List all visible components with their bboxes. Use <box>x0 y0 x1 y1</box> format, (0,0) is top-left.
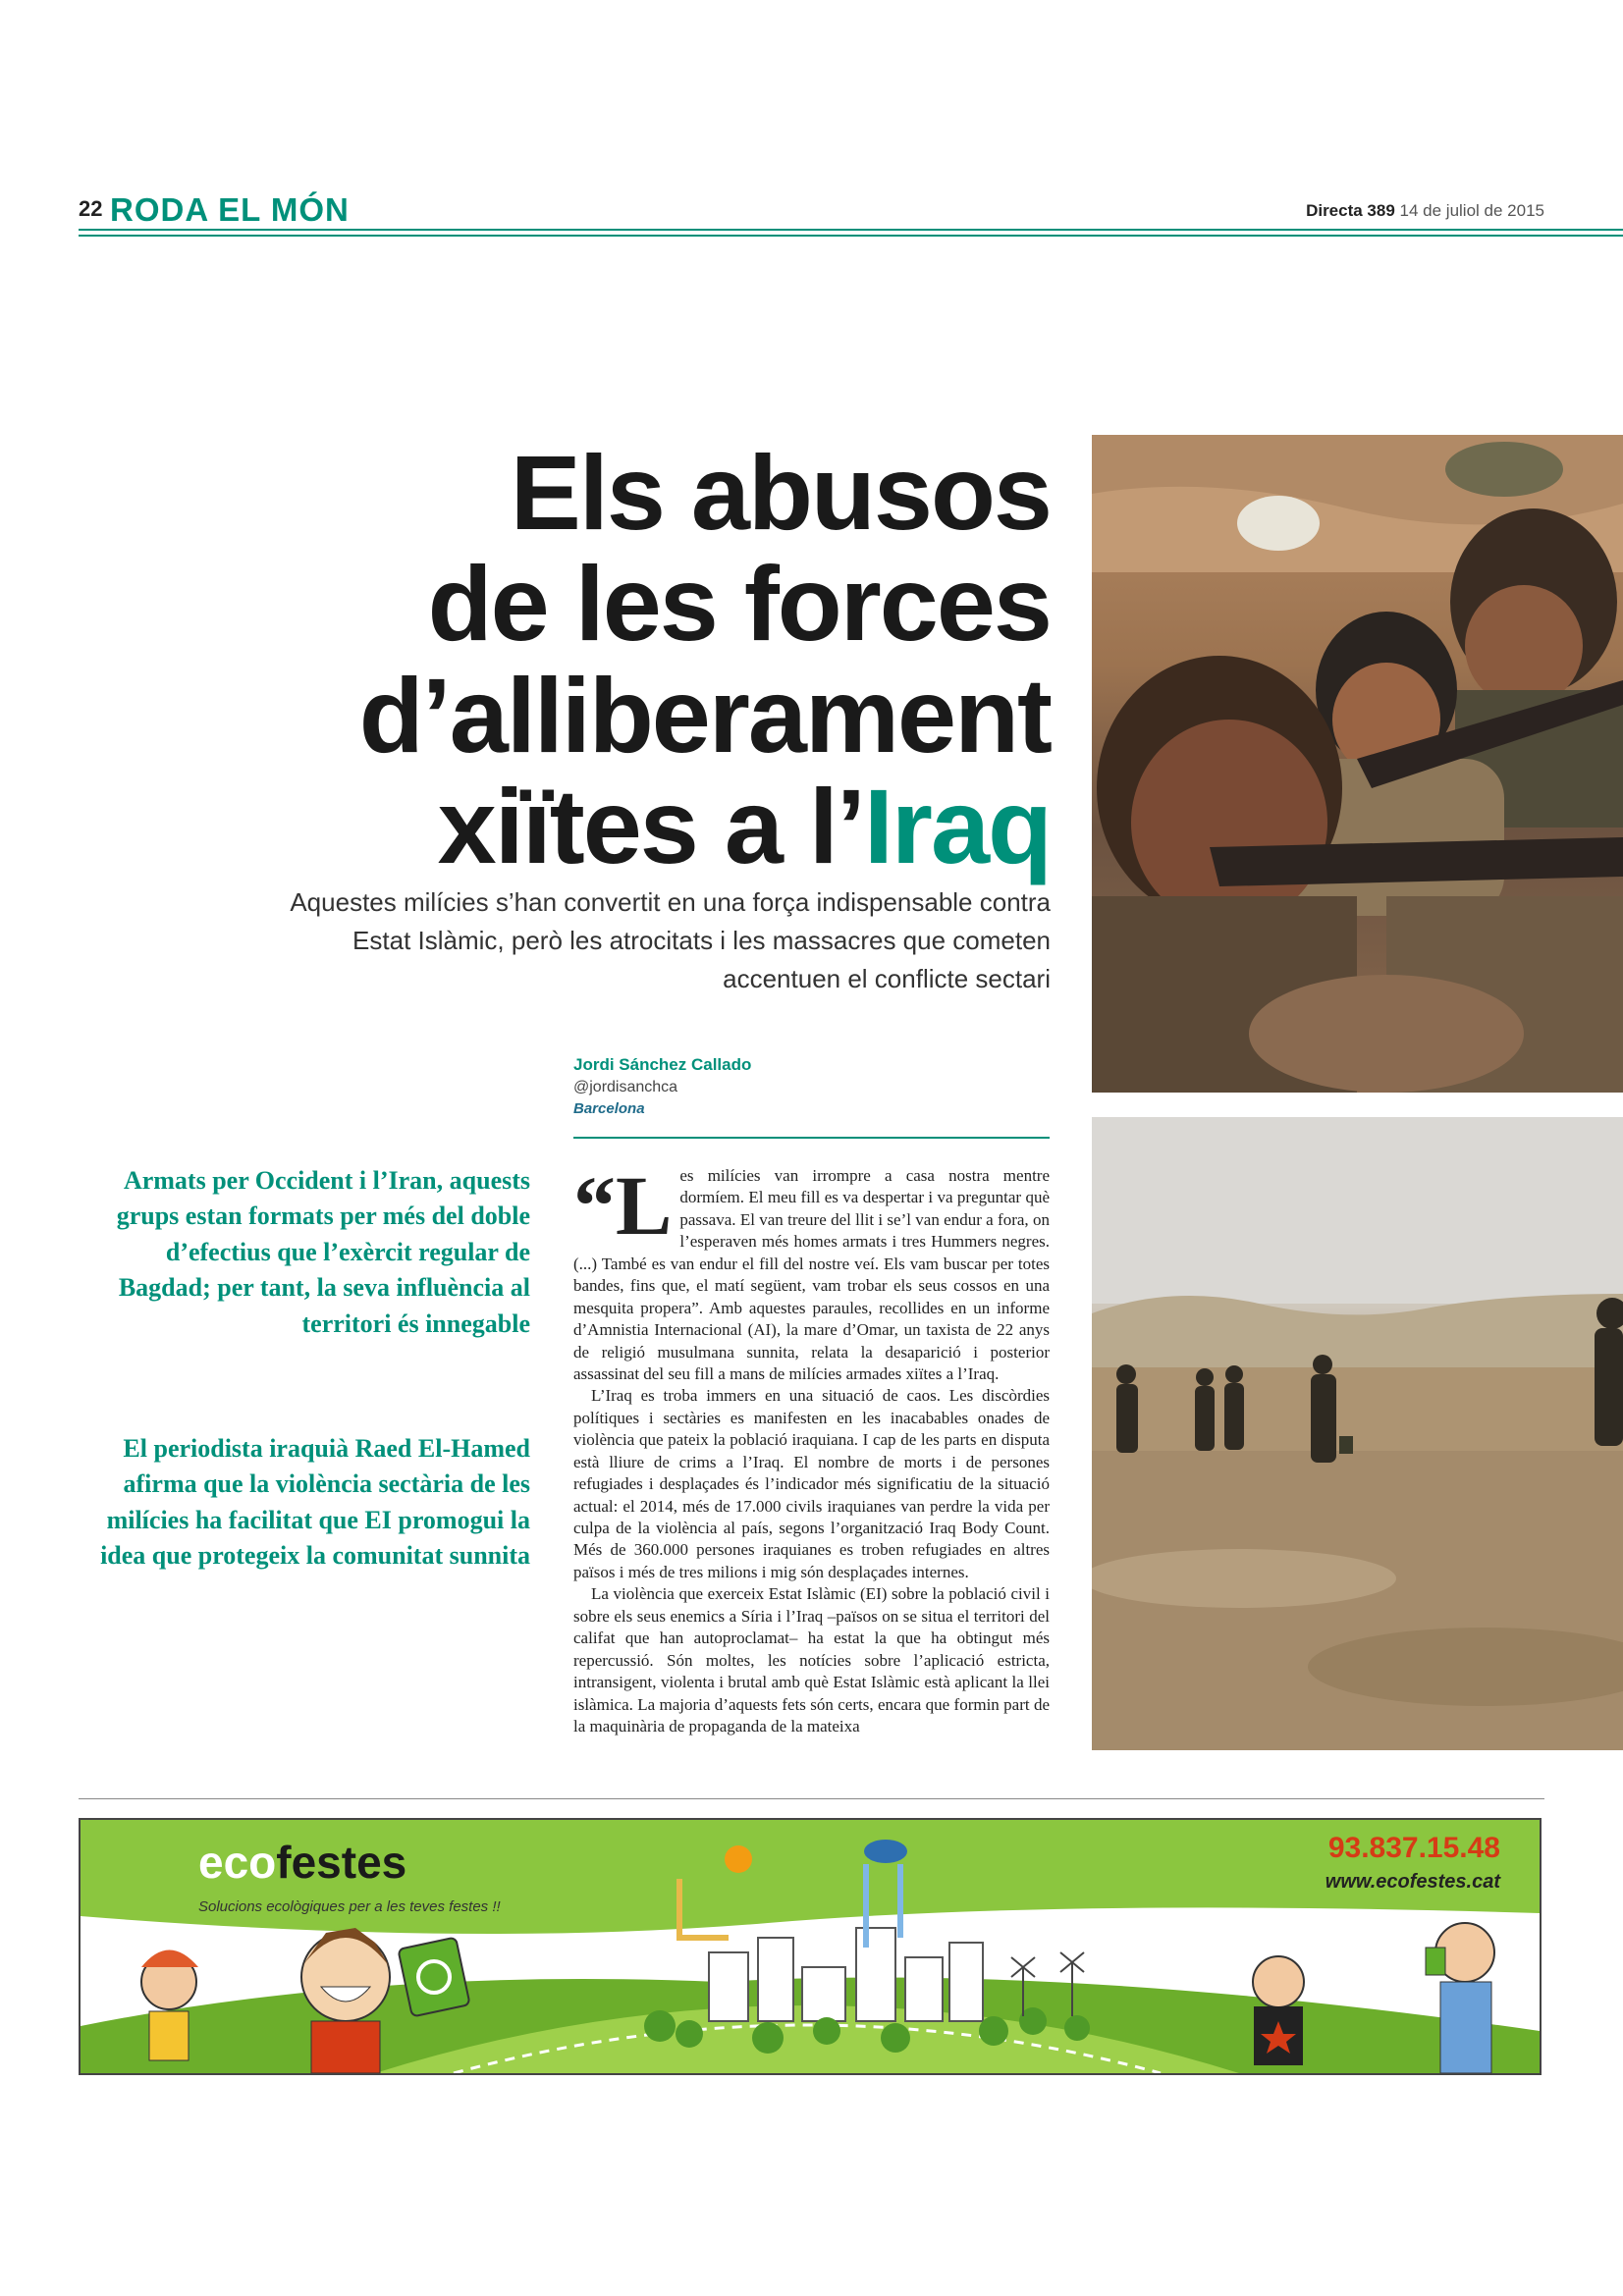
logo-eco: eco <box>198 1837 277 1888</box>
ad-phone[interactable]: 93.837.15.48 <box>1327 1832 1500 1864</box>
logo-festes: festes <box>276 1837 407 1888</box>
ecofestes-logo[interactable] <box>198 1836 406 1889</box>
byline-rule <box>573 1137 1050 1139</box>
publication-name: Directa 389 <box>1306 201 1395 220</box>
paragraph-3: La violència que exerceix Estat Islàmic (EI) sobre la població civil i sobre els seus enemics a Síria i l’Iraq –països on se situa el territori del califat que han autoproclamat– ha estat la que ha obtingut més repercussió. Són moltes, les notícies sobre l’aplicació estricta, intransigent, violenta i brutal amb què Estat Islàmic està aplicant la llei islàmica. La majoria d’aquests fets són certs, encara que formin part de la maquinària de propaganda de la mateixa <box>573 1584 1050 1735</box>
pull-quote-2: El periodista iraquià Raed El-Hamed afirma que la violència sectària de les milícies ha facilitat que EI promogui la idea que protegeix la comunitat sunnita <box>100 1434 530 1571</box>
section-title: RODA EL MÓN <box>110 191 350 228</box>
issue-info <box>1306 201 1544 221</box>
headline <box>167 433 1051 886</box>
author-name: Jordi Sánchez Callado <box>573 1055 752 1074</box>
ad-separator <box>79 1798 1544 1799</box>
byline <box>573 1055 751 1117</box>
headline-line-4-text: xiïtes a l’ <box>437 767 864 886</box>
paragraph-1-text: es milícies van irrompre a casa nostra mentre dormíem. El meu fill es va despertar i va preguntar què passava. El van treure del llit i se’l van endur a fora, on l’esperaven més homes armats i tres Hummers negres. (...) També es van endur el fill del nostre veí. Els vam buscar per totes bandes, fins que, el matí següent, vam trobar els seus cossos en una mesquita propera”. Amb aquestes paraules, recollides en un informe d’Amnistia Internacional (AI), la mare d’Omar, un taxista de 22 anys de religió musulmana sunnita, relata la desaparició i posterior assassinat del seu fill a mans de milícies armades xiïtes a l’Iraq. <box>573 1166 1050 1383</box>
subtitle: Aquestes milícies s’han convertit en una força indispensable contra Estat Islàmic, però les atrocitats i les massacres que cometen accentuen el conflicte sectari <box>290 887 1051 993</box>
article-body <box>573 1165 1050 1754</box>
header-rule <box>79 229 1623 231</box>
photo-fighters-aiming <box>1092 435 1623 1093</box>
drop-cap: “L <box>573 1165 673 1253</box>
page-number: 22 <box>79 196 103 221</box>
pull-quote-1: Armats per Occident i l’Iran, aquests grups estan formats per més del doble d’efectius que l’exèrcit regular de Bagdad; per tant, la seva influència al territori és innegable <box>116 1166 530 1338</box>
headline-highlight: Iraq <box>863 767 1051 886</box>
ecofestes-ad[interactable] <box>79 1818 1542 2075</box>
headline-line-4 <box>167 767 1051 886</box>
ad-website-link[interactable]: www.ecofestes.cat <box>1325 1871 1500 1893</box>
paragraph-1 <box>573 1165 1050 1385</box>
headline-line-1: Els abusos <box>510 433 1051 552</box>
paragraph-2: L’Iraq es troba immers en una situació de caos. Les discòrdies polítiques i sectàries es manifesten en les inacabables onades de violència que pateix la població iraquiana. I cap de les parts en disputa està lliure de crims a l’Iraq. El nombre de morts i de persones refugiades i desplaçades és l’indicador més significatiu de la situació actual: el 2014, més de 17.000 civils iraquianes van perdre la vida per culpa de la violència al país, segons l’organització Iraq Body Count. Més de 360.000 persones iraquianes es troben refugiades en altres països i més de tres milions i mig són desplaçades internes. <box>573 1386 1050 1581</box>
ad-tagline: Solucions ecològiques per a les teves festes !! <box>198 1898 501 1915</box>
photo-fighters-desert-illustration <box>1092 1117 1623 1750</box>
dateline-location: Barcelona <box>573 1100 645 1117</box>
headline-line-2: de les forces <box>427 544 1051 664</box>
header-rule-second <box>79 235 1623 237</box>
photo-fighters-desert <box>1092 1117 1623 1750</box>
author-handle[interactable]: @jordisanchca <box>573 1079 678 1095</box>
headline-line-3: d’alliberament <box>358 655 1051 774</box>
issue-date: 14 de juliol de 2015 <box>1399 201 1544 220</box>
photo-fighters-aiming-illustration <box>1092 435 1623 1093</box>
